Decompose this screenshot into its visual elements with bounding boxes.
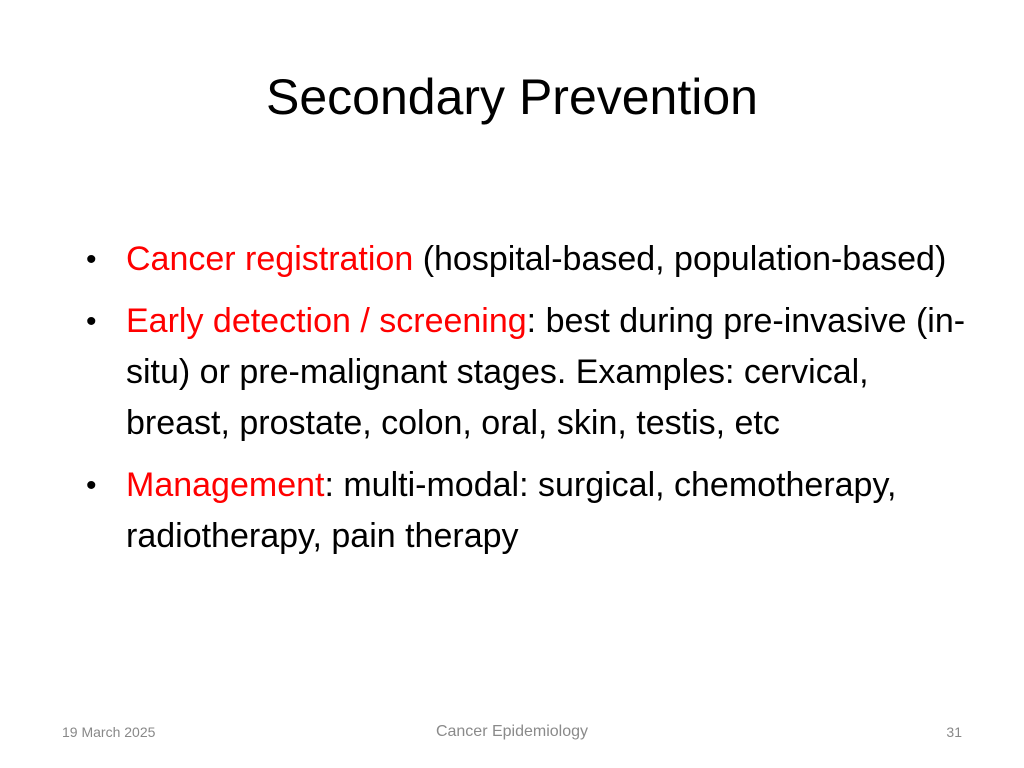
bullet-text: : multi-modal: surgical, chemotherapy, radiotherapy, pain therapy	[126, 466, 897, 555]
page-number: 31	[946, 724, 962, 740]
bullet-item	[86, 296, 966, 449]
footer-date: 19 March 2025	[62, 724, 156, 740]
bullet-highlight: Cancer registration	[126, 240, 414, 278]
bullet-icon: •	[86, 243, 97, 276]
bullet-highlight: Early detection / screening	[126, 302, 527, 340]
bullet-list	[86, 234, 966, 573]
bullet-icon: •	[86, 305, 97, 338]
slide-title: Secondary Prevention	[266, 69, 758, 125]
bullet-item	[86, 460, 966, 562]
bullet-text: : best during pre-invasive (in-situ) or pre-malignant stages. Examples: cervical, breast, prostate, colon, oral, skin, testis, etc	[126, 302, 966, 442]
bullet-item	[86, 234, 966, 285]
bullet-highlight: Management	[126, 466, 325, 504]
footer-title: Cancer Epidemiology	[435, 723, 589, 740]
bullet-icon: •	[86, 469, 97, 502]
bullet-text: (hospital-based, population-based)	[413, 240, 947, 278]
